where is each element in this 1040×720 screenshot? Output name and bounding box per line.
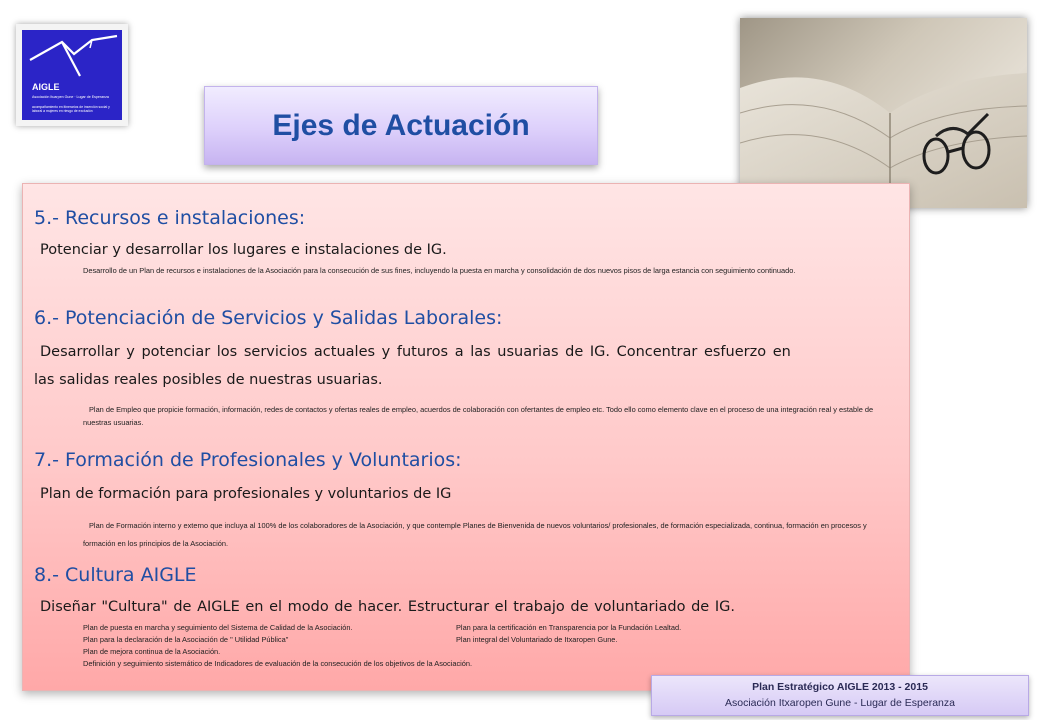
section-7-heading: 7.- Formación de Profesionales y Voluntarios: bbox=[34, 449, 462, 471]
section-6-detail: Plan de Empleo que propicie formación, información, redes de contactos y ofertas reales de empleo, acuerdos de colaboración con ofertantes de empleo etc. Todo ello como elemento clave en el proceso de una integración real y estable de nuestras usuarias. bbox=[83, 405, 874, 427]
section-8-heading: 8.- Cultura AIGLE bbox=[34, 564, 197, 586]
section-5-detail: Desarrollo de un Plan de recursos e instalaciones de la Asociación para la consecución de sus fines, incluyendo la puesta en marcha y consolidación de dos nuevos pisos de larga estancia con seguimiento continuado. bbox=[83, 266, 796, 275]
section-8-item-4: Plan integral del Voluntariado de Itxaropen Gune. bbox=[456, 635, 618, 644]
logo-subtitle: Asociación Ituarpen Gune · Lugar de Esperanza bbox=[32, 95, 109, 99]
section-6-summary-line1: Desarrollar y potenciar los servicios actuales y futuros a las usuarias de IG. Concentrar esfuerzo en bbox=[40, 344, 791, 360]
section-8-item-2: Plan para la certificación en Transparencia por la Fundación Lealtad. bbox=[456, 623, 682, 632]
section-8-item-1: Plan de puesta en marcha y seguimiento del Sistema de Calidad de la Asociación. bbox=[83, 623, 353, 632]
footer-plan-title: Plan Estratégico AIGLE 2013 - 2015 bbox=[752, 681, 928, 693]
section-8-summary: Diseñar "Cultura" de AIGLE en el modo de hacer. Estructurar el trabajo de voluntariado de IG. bbox=[40, 599, 735, 615]
footer-banner bbox=[651, 675, 1029, 716]
section-5-summary: Potenciar y desarrollar los lugares e instalaciones de IG. bbox=[40, 242, 447, 258]
title-banner bbox=[204, 86, 598, 165]
section-8-item-6: Definición y seguimiento sistemático de Indicadores de evaluación de la consecución de los objetivos de la Asociación. bbox=[83, 659, 473, 668]
aigle-logo bbox=[16, 24, 128, 126]
section-8-item-3: Plan para la declaración de la Asociación de " Utilidad Pública" bbox=[83, 635, 289, 644]
section-6-heading: 6.- Potenciación de Servicios y Salidas Laborales: bbox=[34, 307, 503, 329]
section-7-detail: Plan de Formación interno y externo que incluya al 100% de los colaboradores de la Asociación, y que contemple Planes de Bienvenida de nuevos voluntarios/ profesionales, de formación especializada, continua, formación en procesos y formación en los principios de la Asociación. bbox=[83, 521, 867, 548]
page-title: Ejes de Actuación bbox=[272, 108, 530, 142]
logo-title: AIGLE bbox=[32, 82, 60, 92]
logo-emblem bbox=[22, 30, 122, 120]
logo-tagline: acompañamiento en itinerarios de inserción social y laboral a mujeres en riesgo de exclusión bbox=[32, 105, 110, 113]
book-photo bbox=[740, 18, 1027, 208]
content-panel bbox=[22, 183, 910, 691]
section-8-item-5: Plan de mejora continua de la Asociación. bbox=[83, 647, 221, 656]
section-6-summary-line2: las salidas reales posibles de nuestras usuarias. bbox=[34, 372, 383, 388]
footer-organization: Asociación Itxaropen Gune - Lugar de Esperanza bbox=[725, 697, 955, 709]
section-5-heading: 5.- Recursos e instalaciones: bbox=[34, 207, 306, 229]
section-7-summary: Plan de formación para profesionales y voluntarios de IG bbox=[40, 486, 452, 502]
open-book-with-glasses-image bbox=[740, 18, 1027, 208]
